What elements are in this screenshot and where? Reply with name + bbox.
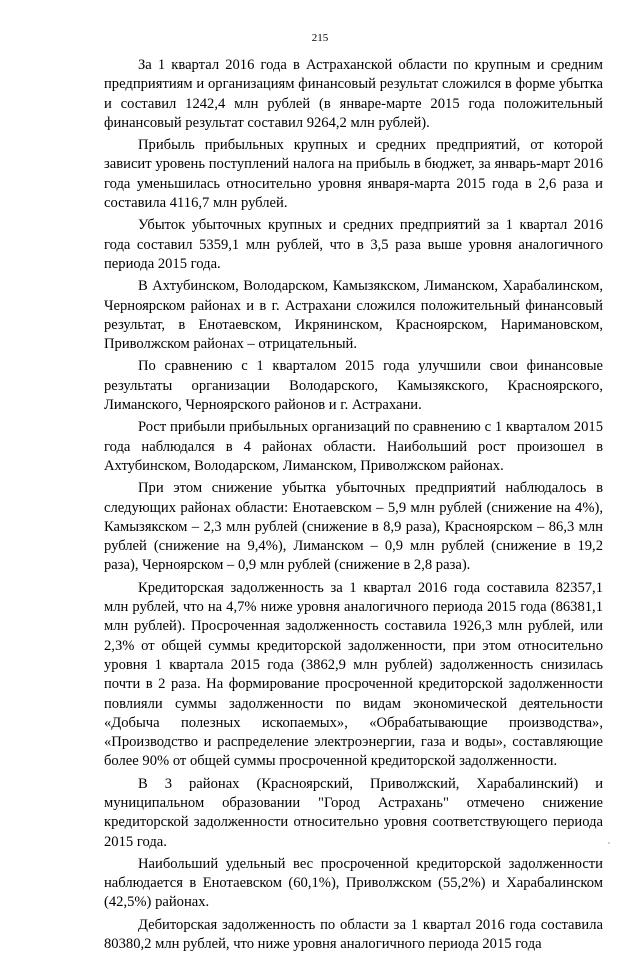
paragraph-loss-reduction: При этом снижение убытка убыточных предприятий наблюдалось в следующих районах области: Енотаевском – 5,9 млн рублей (снижение на 4%), Камызякском – 2,3 млн рублей (снижение в 8,9 раза), Красноярском – 86,3 млн рублей (снижение на 9,4%), Лиманском – 0,9 млн рублей (снижение в 19,2 раза), Черноярском – 0,9 млн рублей (снижение в 2,8 раза). bbox=[104, 480, 603, 574]
paragraph-loss: Убыток убыточных крупных и средних предприятий за 1 квартал 2016 года составил 5359,1 млн рублей, что в 3,5 раза выше уровня аналогичного периода 2015 года. bbox=[104, 217, 603, 272]
paragraph-profit: Прибыль прибыльных крупных и средних предприятий, от которой зависит уровень поступлений налога на прибыль в бюджет, за январь-март 2016 года уменьшилась относительно уровня января-марта 2015 года в 2,6 раза и составила 4116,7 млн рублей. bbox=[104, 137, 603, 212]
document-text-body bbox=[104, 56, 603, 954]
paragraph-profit-growth: Рост прибыли прибыльных организаций по сравнению с 1 кварталом 2015 года наблюдался в 4 районах области. Наибольший рост произошел в Ахтубинском, Володарском, Лиманском, Приволжском районах. bbox=[104, 419, 603, 474]
scan-speck bbox=[608, 842, 610, 844]
paragraph-accounts-payable: Кредиторская задолженность за 1 квартал 2016 года составила 82357,1 млн рублей, что на 4,7% ниже уровня аналогичного периода 2015 года (86381,1 млн рублей). Просроченная задолженность составила 1926,3 млн рублей, или 2,3% от общей суммы кредиторской задолженности, при этом относительно уровня 1 квартала 2015 года (3862,9 млн рублей) задолженность снизилась почти в 2 раза. На формирование просроченной кредиторской задолженности повлияли суммы задолженности по видам экономической деятельности «Добыча полезных ископаемых», «Обрабатывающие производства», «Производство и распределение электроэнергии, газа и воды», составляющие более 90% от общей суммы просроченной кредиторской задолженности. bbox=[104, 579, 603, 770]
paragraph-accounts-receivable: Дебиторская задолженность по области за 1 квартал 2016 года составила 80380,2 млн рублей, что ниже уровня аналогичного периода 2015 года bbox=[104, 916, 603, 953]
paragraph-districts-result: В Ахтубинском, Володарском, Камызякском, Лиманском, Харабалинском, Черноярском районах и в г. Астрахани сложился положительный финансовый результат, в Енотаевском, Икрянинском, Красноярском, Наримановском, Приволжском районах – отрицательный. bbox=[104, 278, 603, 353]
paragraph-improved-results: По сравнению с 1 кварталом 2015 года улучшили свои финансовые результаты организации Володарского, Камызякского, Красноярского, Лиманского, Черноярского районов и г. Астрахани. bbox=[104, 358, 603, 414]
paragraph-overdue-share: Наибольший удельный вес просроченной кредиторской задолженности наблюдается в Енотаевском (60,1%), Приволжском (55,2%) и Харабалинском (42,5%) районах. bbox=[104, 855, 603, 911]
paragraph-financial-result: За 1 квартал 2016 года в Астраханской области по крупным и средним предприятиям и организациям финансовый результат сложился в форме убытка и составил 1242,4 млн рублей (в январе-марте 2015 года положительный финансовый результат составил 9264,2 млн рублей). bbox=[104, 57, 603, 131]
page-number: 215 bbox=[311, 32, 329, 44]
paragraph-payable-reduction-districts: В 3 районах (Красноярский, Приволжский, Харабалинский) и муниципальном образовании "Город Астрахань" отмечено снижение кредиторской задолженности относительно уровня соответствующего периода 2015 года. bbox=[104, 775, 603, 850]
